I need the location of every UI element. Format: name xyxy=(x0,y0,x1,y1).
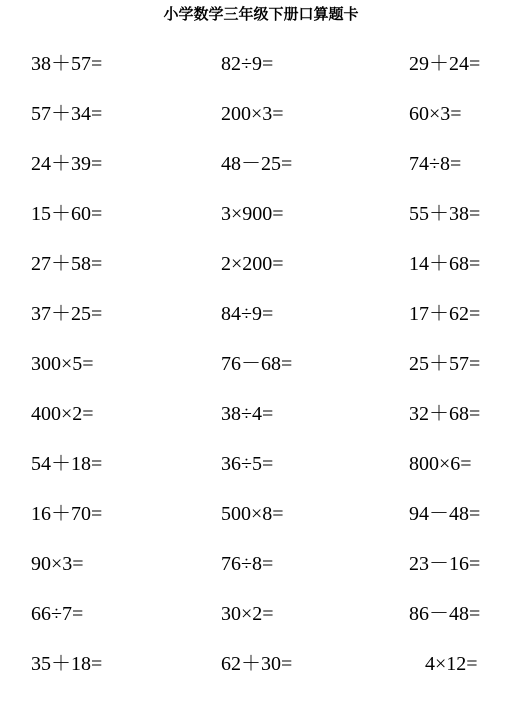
problem-row xyxy=(0,150,522,200)
math-problem: 15＋60= xyxy=(31,203,103,225)
math-problem: 76÷8= xyxy=(221,553,274,575)
math-problem: 32＋68= xyxy=(409,403,481,425)
problem-row xyxy=(0,200,522,250)
math-problem: 57＋34= xyxy=(31,103,103,125)
math-problem: 200×3= xyxy=(221,103,284,125)
math-problem: 23－16= xyxy=(409,553,481,575)
math-problem: 76－68= xyxy=(221,353,293,375)
math-problem: 36÷5= xyxy=(221,453,274,475)
math-problem: 3×900= xyxy=(221,203,284,225)
math-problem: 27＋58= xyxy=(31,253,103,275)
math-problem: 400×2= xyxy=(31,403,94,425)
math-problem: 86－48= xyxy=(409,603,481,625)
math-problem: 38÷4= xyxy=(221,403,274,425)
math-problem: 35＋18= xyxy=(31,653,103,675)
problem-row xyxy=(0,100,522,150)
math-problem: 60×3= xyxy=(409,103,462,125)
math-problem: 54＋18= xyxy=(31,453,103,475)
math-problem: 24＋39= xyxy=(31,153,103,175)
math-problem: 62＋30= xyxy=(221,653,293,675)
math-problem: 14＋68= xyxy=(409,253,481,275)
math-problem: 800×6= xyxy=(409,453,472,475)
math-problem: 37＋25= xyxy=(31,303,103,325)
math-problem: 4×12= xyxy=(425,653,478,675)
problem-row xyxy=(0,250,522,300)
math-problem: 16＋70= xyxy=(31,503,103,525)
problem-row xyxy=(0,550,522,600)
problem-row xyxy=(0,500,522,550)
math-problem: 300×5= xyxy=(31,353,94,375)
math-problem: 84÷9= xyxy=(221,303,274,325)
math-problem: 66÷7= xyxy=(31,603,84,625)
math-problem: 82÷9= xyxy=(221,53,274,75)
math-problem: 48－25= xyxy=(221,153,293,175)
math-problem: 30×2= xyxy=(221,603,274,625)
math-problem: 90×3= xyxy=(31,553,84,575)
problem-row xyxy=(0,50,522,100)
problem-row xyxy=(0,400,522,450)
problem-row xyxy=(0,600,522,650)
math-problem: 2×200= xyxy=(221,253,284,275)
problem-row xyxy=(0,650,522,700)
problem-row xyxy=(0,350,522,400)
page-title: 小学数学三年级下册口算题卡 xyxy=(163,5,359,23)
math-problem: 25＋57= xyxy=(409,353,481,375)
math-problem: 500×8= xyxy=(221,503,284,525)
math-problem: 55＋38= xyxy=(409,203,481,225)
math-problem: 29＋24= xyxy=(409,53,481,75)
math-problem: 94－48= xyxy=(409,503,481,525)
math-problem: 17＋62= xyxy=(409,303,481,325)
problem-grid xyxy=(0,50,522,700)
problem-row xyxy=(0,450,522,500)
math-problem: 74÷8= xyxy=(409,153,462,175)
math-problem: 38＋57= xyxy=(31,53,103,75)
problem-row xyxy=(0,300,522,350)
